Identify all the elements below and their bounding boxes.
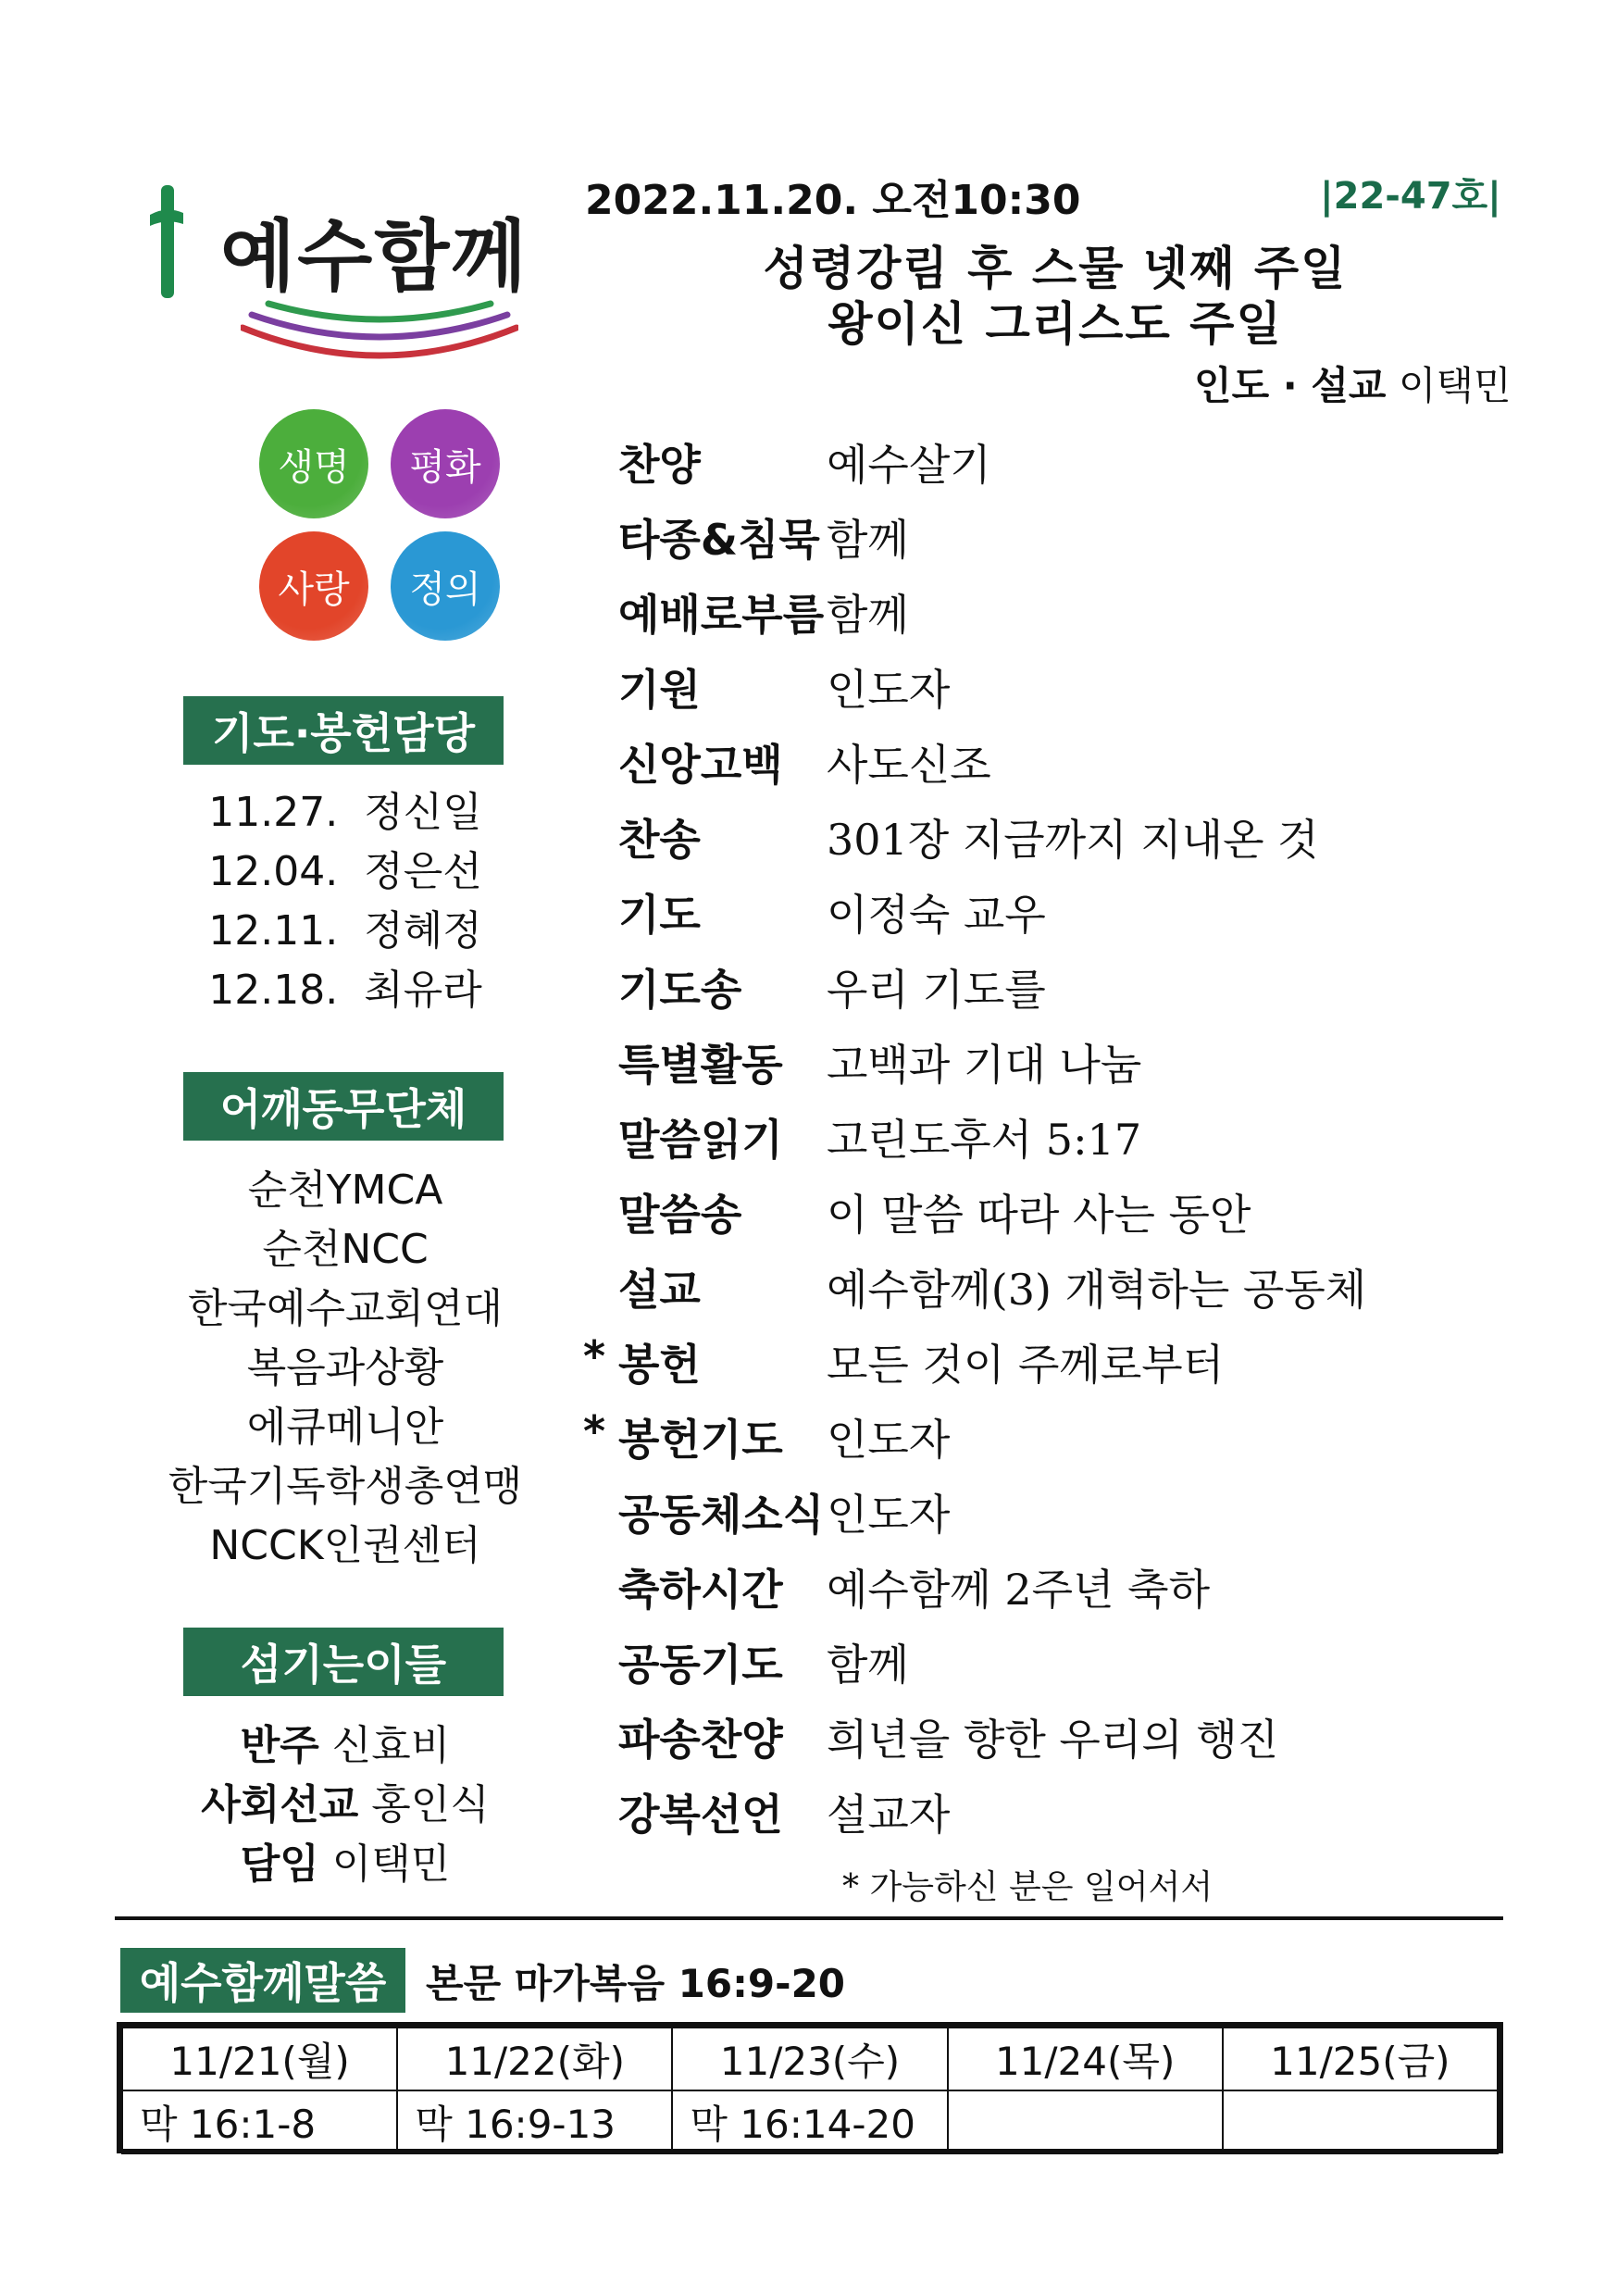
staff-role: 반주 [240,1722,319,1769]
logo-arcs-icon [241,287,518,361]
service-item-name: 파송찬양 [618,1715,783,1765]
service-item-name: 찬양 [618,440,701,490]
service-item-name: 봉헌 [618,1340,701,1390]
service-item [0,581,1618,656]
daily-word-heading: 예수함께말씀 [120,1948,405,2013]
service-item-value: 함께 [827,590,909,640]
list-item: 11.27. 정신일 [208,789,482,836]
service-item [0,1181,1618,1256]
service-item-value: 301장 지금까지 지내온 것 [827,815,1319,865]
table-row [122,2028,1498,2090]
service-item [0,1256,1618,1331]
staff-heading: 섬기는이들 [183,1628,504,1696]
service-item-name: 예배로부름 [618,590,825,640]
service-item-name: 기도 [618,890,701,940]
service-item-name: 설교 [618,1265,701,1315]
prayer-duty-heading: 기도·봉헌담당 [183,696,504,765]
staff-name: 신효비 [331,1722,451,1769]
service-item [0,506,1618,581]
staff-role: 사회선교 [201,1781,359,1828]
day-header: 11/21(월) [122,2028,397,2090]
order-of-service [0,431,1618,1856]
standing-marker: * [583,1406,606,1456]
divider [115,1916,1503,1920]
service-item [0,1781,1618,1856]
service-item-name: 기원 [618,665,701,715]
standing-note: * 가능하신 분은 일어서서 [842,1868,1214,1906]
issue-number: |22-47호| [1320,175,1501,218]
service-item-name: 봉헌기도 [618,1415,783,1465]
reading-cell: 막 16:9-13 [397,2090,672,2153]
list-item: 에큐메니안 [246,1404,444,1451]
service-item-name: 공동기도 [618,1640,783,1690]
service-item-name: 공동체소식 [618,1490,825,1540]
service-item [0,1481,1618,1556]
service-item-value: 인도자 [827,1490,951,1540]
service-item-name: 타종&침묵 [618,515,820,565]
list-item: 12.04. 정은선 [208,848,482,895]
service-item [0,1631,1618,1706]
leader-name: 이택민 [1398,363,1512,408]
standing-marker: * [583,1331,606,1381]
service-item-value: 인도자 [827,665,951,715]
service-item-value: 함께 [827,515,909,565]
value-label: 정의 [409,568,481,611]
list-item: 12.11. 정혜정 [208,907,482,955]
service-item-value: 이 말씀 따라 사는 동안 [827,1190,1251,1240]
leader-line [1194,356,1512,411]
service-item-name: 특별활동 [618,1040,783,1090]
staff-role: 담임 [240,1841,319,1888]
reading-cell: 막 16:14-20 [672,2090,947,2153]
cross-icon [148,185,185,298]
service-item-value: 이정숙 교우 [827,890,1046,940]
reading-cell: 막 16:1-8 [122,2090,397,2153]
partners-heading: 어깨동무단체 [183,1072,504,1141]
service-item-value: 인도자 [827,1415,951,1465]
table-row [122,2090,1498,2153]
service-item [0,656,1618,731]
service-item-value: 설교자 [827,1790,951,1840]
day-header: 11/25(금) [1223,2028,1498,2090]
service-item [0,731,1618,806]
service-item-name: 신앙고백 [618,740,783,790]
service-item-name: 찬송 [618,815,701,865]
service-item-value: 모든 것이 주께로부터 [827,1340,1225,1390]
staff-name: 홍인식 [371,1781,490,1828]
service-item-name: 축하시간 [618,1565,783,1615]
list-item: 복음과상황 [246,1344,444,1391]
service-item-value: 고백과 기대 나눔 [827,1040,1142,1090]
service-item [0,1556,1618,1631]
day-header: 11/23(수) [672,2028,947,2090]
service-item [0,881,1618,956]
day-header: 11/22(화) [397,2028,672,2090]
service-item-value: 사도신조 [827,740,991,790]
service-item-value: 예수살기 [827,440,991,490]
service-item-value: 고린도후서 5:17 [827,1115,1142,1165]
reading-schedule-table [117,2022,1503,2153]
value-label: 사랑 [278,568,350,611]
list-item: 순천YMCA [247,1167,443,1214]
list-item: 한국기독학생총연맹 [168,1463,523,1510]
service-item-value: 우리 기도를 [827,965,1046,1015]
service-item-value: 예수함께(3) 개혁하는 공동체 [827,1265,1367,1315]
staff-name: 이택민 [331,1841,451,1888]
list-item: 순천NCC [262,1226,429,1273]
service-item-value: 함께 [827,1640,909,1690]
reading-cell [948,2090,1223,2153]
list-item: 한국예수교회연대 [187,1285,504,1332]
sunday-title: 왕이신 그리스도 주일 [828,297,1283,351]
service-item-name: 말씀읽기 [618,1115,783,1165]
service-item [0,1331,1618,1406]
service-item-name: 강복선언 [618,1790,783,1840]
logo-text: 예수함께 [220,211,529,302]
list-item: 12.18. 최유라 [208,967,482,1014]
reading-cell [1223,2090,1498,2153]
service-item [0,1106,1618,1181]
list-item: NCCK인권센터 [209,1522,481,1569]
service-item [0,1406,1618,1481]
service-item [0,1031,1618,1106]
service-item-name: 말씀송 [618,1190,742,1240]
leader-label: 인도 · 설교 [1194,363,1387,408]
liturgical-day: 성령강림 후 스물 넷째 주일 [763,242,1348,295]
day-header: 11/24(목) [948,2028,1223,2090]
service-item-name: 기도송 [618,965,742,1015]
service-item-value: 예수함께 2주년 축하 [827,1565,1210,1615]
service-item [0,806,1618,881]
value-label: 생명 [278,445,350,489]
service-item [0,1706,1618,1781]
service-item [0,956,1618,1031]
service-item [0,431,1618,506]
service-date: 2022.11.20. 오전10:30 [585,177,1081,224]
service-item-value: 희년을 향한 우리의 행진 [827,1715,1279,1765]
value-label: 평화 [409,445,481,489]
sermon-passage: 본문 마가복음 16:9-20 [426,1961,846,2006]
